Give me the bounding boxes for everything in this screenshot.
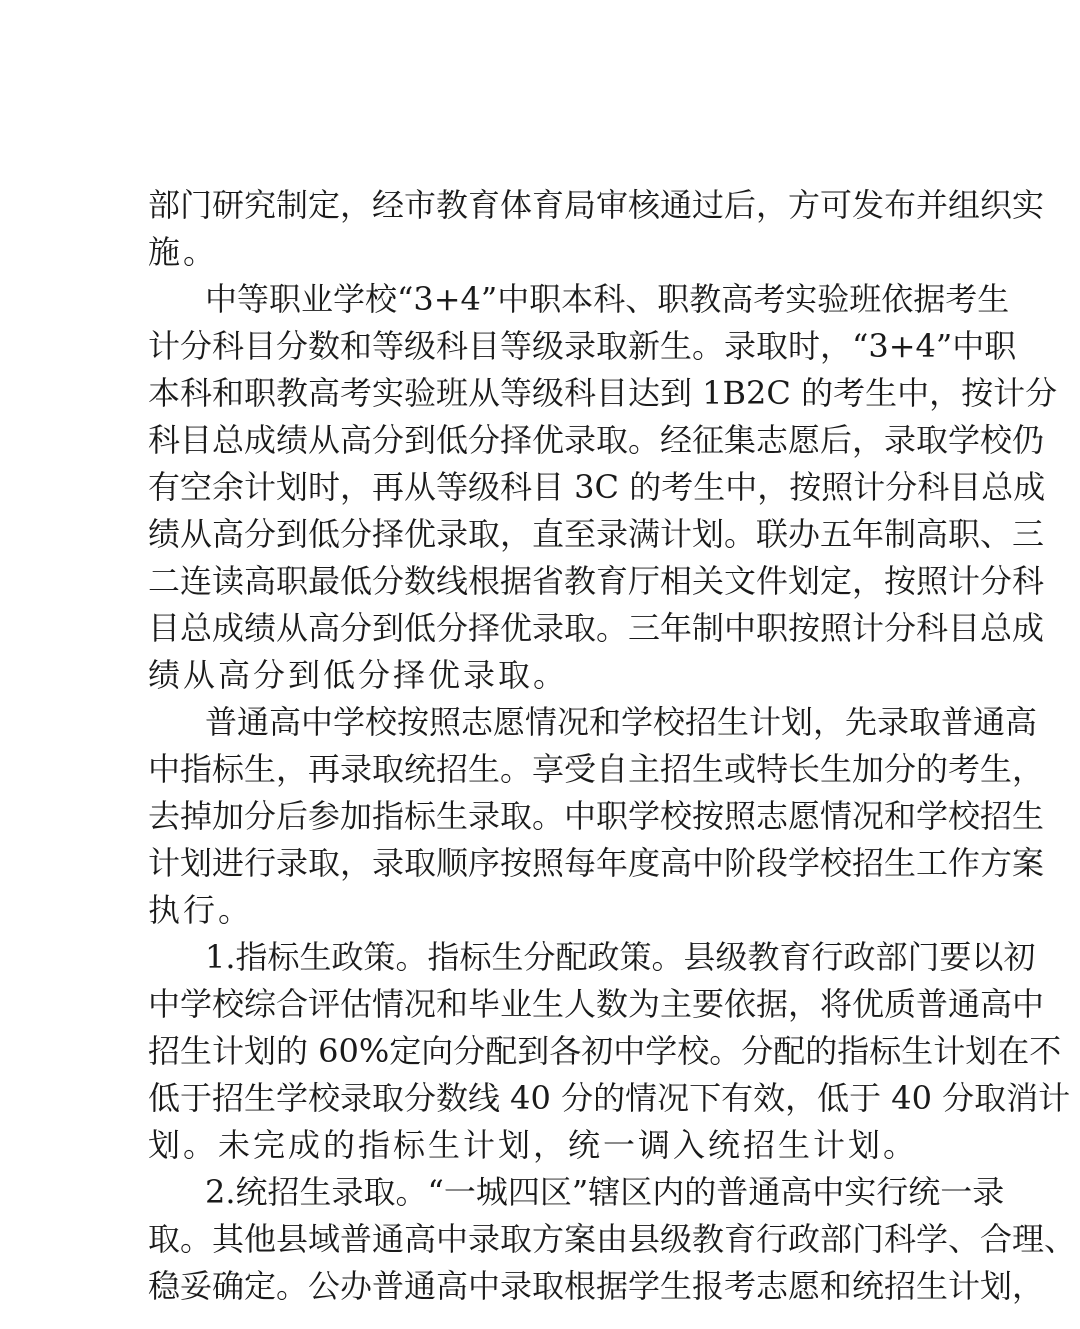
text-line: 划。未完成的指标生计划，统一调入统招生计划。 (148, 1126, 919, 1164)
text-line: 中学校综合评估情况和毕业生人数为主要依据，将优质普通高中 (148, 985, 1045, 1023)
text-line: 有空余计划时，再从等级科目 3C 的考生中，按照计分科目总成 (148, 468, 1046, 506)
text-line: 计划进行录取，录取顺序按照每年度高中阶段学校招生工作方案 (148, 844, 1045, 882)
paragraph-first-line: 2.统招生录取。“一城四区”辖区内的普通高中实行统一录 (205, 1173, 1005, 1211)
text-line: 稳妥确定。公办普通高中录取根据学生报考志愿和统招生计划， (148, 1267, 1045, 1305)
paragraph-first-line: 中等职业学校“3+4”中职本科、职教高考实验班依据考生 (205, 280, 1010, 318)
text-line: 绩从高分到低分择优录取，直至录满计划。联办五年制高职、三 (148, 515, 1045, 553)
text-line: 计分科目分数和等级科目等级录取新生。录取时，“3+4”中职 (148, 327, 1017, 365)
text-line: 本科和职教高考实验班从等级科目达到 1B2C 的考生中，按计分 (148, 374, 1058, 412)
paragraph-first-line: 普通高中学校按照志愿情况和学校招生计划，先录取普通高 (205, 703, 1038, 741)
text-line: 执行。 (148, 891, 254, 929)
paragraph-first-line: 1.指标生政策。指标生分配政策。县级教育行政部门要以初 (205, 938, 1036, 976)
text-line: 绩从高分到低分择优录取。 (148, 656, 569, 694)
text-line: 施。 (148, 233, 219, 271)
text-line: 低于招生学校录取分数线 40 分的情况下有效，低于 40 分取消计 (148, 1079, 1071, 1117)
text-line: 科目总成绩从高分到低分择优录取。经征集志愿后，录取学校仍 (148, 421, 1045, 459)
text-line: 中指标生，再录取统招生。享受自主招生或特长生加分的考生， (148, 750, 1045, 788)
text-line: 招生计划的 60%定向分配到各初中学校。分配的指标生计划在不 (148, 1032, 1062, 1070)
text-line: 目总成绩从高分到低分择优录取。三年制中职按照计分科目总成 (148, 609, 1045, 647)
text-line: 二连读高职最低分数线根据省教育厅相关文件划定，按照计分科 (148, 562, 1045, 600)
text-line: 取。其他县域普通高中录取方案由县级教育行政部门科学、合理、 (148, 1220, 1077, 1258)
text-line: 去掉加分后参加指标生录取。中职学校按照志愿情况和学校招生 (148, 797, 1045, 835)
text-line: 部门研究制定，经市教育体育局审核通过后，方可发布并组织实 (148, 186, 1045, 224)
